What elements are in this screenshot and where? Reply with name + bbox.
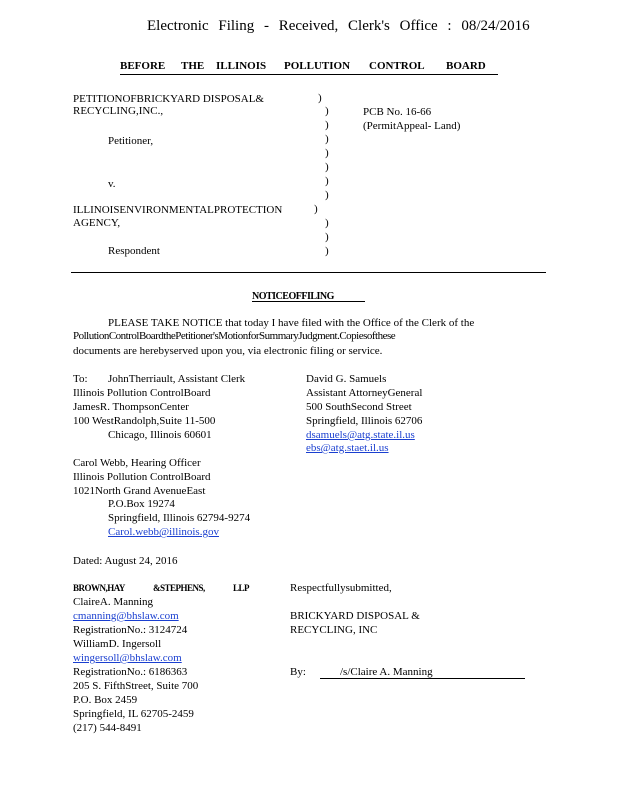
to-label: To: bbox=[73, 373, 88, 385]
notice-title: NOTICEOFFILING bbox=[252, 291, 334, 302]
firm-name-part2: &STEPHENS, bbox=[153, 583, 205, 593]
firm-address-line2: P.O. Box 2459 bbox=[73, 694, 138, 706]
caption-paren: ) bbox=[325, 161, 329, 173]
recipient3-line4: P.O.Box 19274 bbox=[108, 498, 175, 510]
petitioner-role: Petitioner, bbox=[108, 135, 154, 147]
recipient2-line3: 500 SouthSecond Street bbox=[306, 401, 412, 413]
board-word: BOARD bbox=[446, 60, 486, 72]
recipient1-line1: JohnTherriault, Assistant Clerk bbox=[108, 373, 246, 385]
dated: Dated: August 24, 2016 bbox=[73, 555, 178, 567]
firm-phone: (217) 544-8491 bbox=[73, 722, 142, 734]
attorney1-name: ClaireA. Manning bbox=[73, 596, 154, 608]
recipient1-line5: Chicago, Illinois 60601 bbox=[108, 429, 212, 441]
caption-paren: ) bbox=[314, 203, 318, 215]
signature-line bbox=[320, 678, 525, 679]
board-word: ILLINOIS bbox=[216, 60, 267, 72]
versus: v. bbox=[108, 178, 116, 190]
respondent-name-line1: ILLINOISENVIRONMENTALPROTECTION bbox=[73, 204, 283, 216]
recipient3-email-link[interactable]: Carol.webb@illinois.gov bbox=[108, 526, 219, 538]
board-title bbox=[120, 60, 498, 75]
board-word: CONTROL bbox=[369, 60, 425, 72]
caption-paren: ) bbox=[325, 231, 329, 243]
client-name-line2: RECYCLING, INC bbox=[290, 624, 378, 636]
case-type: (PermitAppeal- Land) bbox=[363, 120, 461, 132]
recipient2-line4: Springfield, Illinois 62706 bbox=[306, 415, 423, 427]
caption-paren: ) bbox=[325, 175, 329, 187]
case-number: PCB No. 16-66 bbox=[363, 106, 432, 118]
petitioner-name-line2: RECYCLING,INC., bbox=[73, 105, 164, 117]
recipient3-line3: 1021North Grand AvenueEast bbox=[73, 485, 206, 497]
e-signature: /s/Claire A. Manning bbox=[340, 666, 433, 678]
notice-line2: PollutionControlBoardthePetitioner'sMotionforSummaryJudgment.Copiesofthese bbox=[73, 330, 396, 342]
respondent-role: Respondent bbox=[108, 245, 160, 257]
caption-paren: ) bbox=[325, 147, 329, 159]
board-word: BEFORE bbox=[120, 60, 166, 72]
caption-paren: ) bbox=[325, 119, 329, 131]
recipient2-email1-link[interactable]: dsamuels@atg.state.il.us bbox=[306, 429, 415, 441]
caption-paren: ) bbox=[318, 92, 322, 104]
petitioner-name-line1: PETITIONOFBRICKYARD DISPOSAL& bbox=[73, 93, 264, 105]
respondent-name-line2: AGENCY, bbox=[73, 217, 121, 229]
notice-line3: documents are herebyserved upon you, via electronic filing or service. bbox=[73, 345, 383, 357]
firm-name-part1: BROWN,HAY bbox=[73, 583, 125, 593]
firm-name-part3: LLP bbox=[233, 583, 250, 593]
caption-paren: ) bbox=[325, 189, 329, 201]
respectfully-submitted: Respectfullysubmitted, bbox=[290, 582, 392, 594]
recipient3-line2: Illinois Pollution ControlBoard bbox=[73, 471, 211, 483]
attorney1-email-link[interactable]: cmanning@bhslaw.com bbox=[73, 610, 179, 622]
firm-address-line1: 205 S. FifthStreet, Suite 700 bbox=[73, 680, 199, 692]
recipient2-email2-link[interactable]: ebs@atg.staet.il.us bbox=[306, 442, 389, 454]
attorney2-email-link[interactable]: wingersoll@bhslaw.com bbox=[73, 652, 182, 664]
notice-line1: PLEASE TAKE NOTICE that today I have filed with the Office of the Clerk of the bbox=[108, 317, 475, 329]
attorney2-name: WilliamD. Ingersoll bbox=[73, 638, 162, 650]
recipient2-line2: Assistant AttorneyGeneral bbox=[306, 387, 423, 399]
recipient3-line1: Carol Webb, Hearing Officer bbox=[73, 457, 201, 469]
recipient1-line3: JamesR. ThompsonCenter bbox=[73, 401, 189, 413]
recipient1-line2: Illinois Pollution ControlBoard bbox=[73, 387, 211, 399]
recipient3-line5: Springfield, Illinois 62794-9274 bbox=[108, 512, 251, 524]
notice-title-underline bbox=[252, 301, 365, 302]
board-word: THE bbox=[181, 60, 205, 72]
recipient2-line1: David G. Samuels bbox=[306, 373, 387, 385]
board-word: POLLUTION bbox=[284, 60, 351, 72]
recipient1-line4: 100 WestRandolph,Suite 11-500 bbox=[73, 415, 216, 427]
attorney2-registration: RegistrationNo.: 6186363 bbox=[73, 666, 188, 678]
caption-paren: ) bbox=[325, 133, 329, 145]
filing-stamp-header: Electronic Filing - Received, Clerk's Office : 08/24/2016 bbox=[147, 18, 530, 34]
by-label: By: bbox=[290, 666, 306, 678]
attorney1-registration: RegistrationNo.: 3124724 bbox=[73, 624, 188, 636]
caption-paren: ) bbox=[325, 105, 329, 117]
firm-address-line3: Springfield, IL 62705-2459 bbox=[73, 708, 194, 720]
caption-divider bbox=[71, 272, 546, 273]
client-name-line1: BRICKYARD DISPOSAL & bbox=[290, 610, 420, 622]
caption-paren: ) bbox=[325, 245, 329, 257]
caption-paren: ) bbox=[325, 217, 329, 229]
